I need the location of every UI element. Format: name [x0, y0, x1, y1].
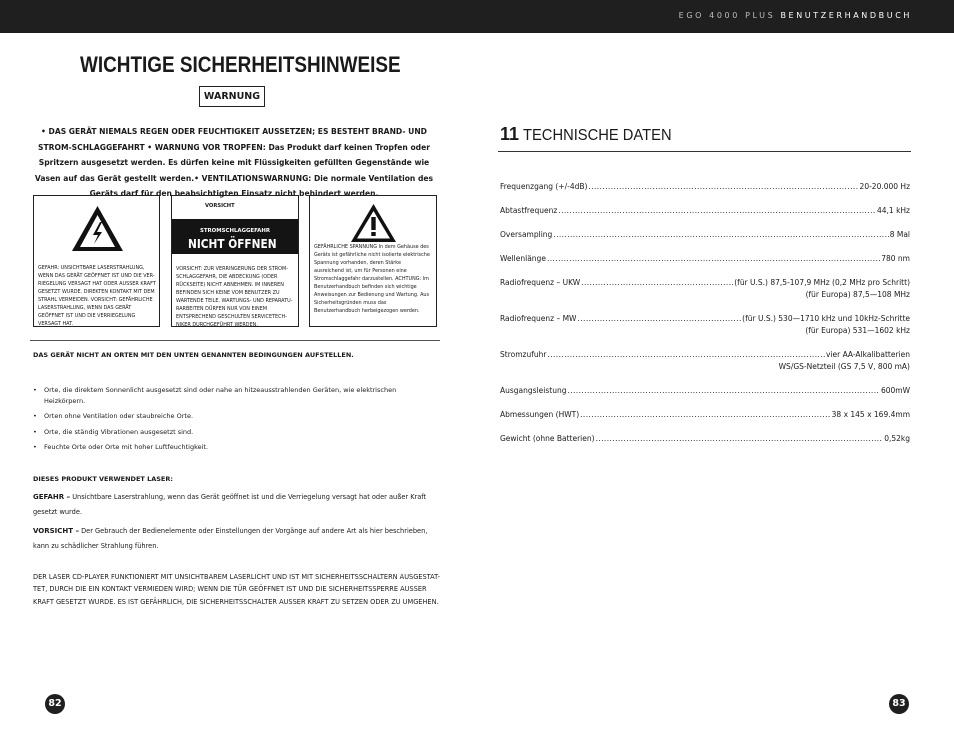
spec-row	[500, 182, 910, 193]
caution-label: VORSICHT –	[33, 527, 79, 535]
dot-leader	[580, 410, 831, 420]
dot-leader	[577, 314, 741, 324]
dot-leader	[558, 206, 876, 216]
spec-label: Abmessungen (HWT)	[500, 410, 580, 419]
spec-value: 44,1 kHz	[876, 206, 910, 215]
spec-label: Gewicht (ohne Batterien)	[500, 434, 595, 443]
caution-text: Der Gebrauch der Bedienelemente oder Einstellungen der Vorgänge auf andere Art als hier beschrieben, kann zu schädlicher Strahlung führen.	[33, 527, 428, 550]
danger-paragraph	[33, 490, 433, 520]
dot-leader	[581, 278, 733, 288]
section-title: TECHNISCHE DATEN	[523, 127, 672, 144]
spec-value: (für U.S.) 530—1710 kHz und 10kHz-Schritte	[742, 314, 910, 323]
spec-value: 8 Mal	[889, 230, 910, 239]
spec-value: 0,52kg	[884, 434, 910, 443]
spec-value: 780 nm	[881, 254, 910, 263]
danger-label: GEFAHR –	[33, 493, 71, 501]
laser-warning-text: GEFAHR: UNSICHTBARE LASERSTRAHLUNG, WENN DAS GERÄT GEÖFFNET IST UND DIE VER-RIEGELUNG VERSAGT HAT ODER AUSSER KRAFT GESETZT WURDE. DIREKTEN KONTAKT MIT DEM STRAHL VERMEIDEN. VORSICHT: GEFÄHRLICHE LASERSTRAHLUNG, WENN DAS GERÄT GEÖFFNET IST UND DIE VERRIEGELUNG VERSAGT HAT.	[38, 265, 156, 327]
header-title	[679, 11, 912, 20]
section-heading	[500, 124, 685, 145]
spec-label: Radiofrequenz – MW	[500, 314, 577, 323]
spec-row	[500, 206, 910, 217]
list-item: • Orte, die direktem Sonnenlicht ausgesetzt sind oder nahe an hitzeausstrahlenden Geräten, wie elektrischen Heizkörpern.	[33, 385, 433, 407]
header-product: EGO 4000 PLUS	[678, 11, 776, 20]
section-rule	[498, 151, 911, 152]
dot-leader	[588, 182, 858, 192]
list-item: • Orte, die ständig Vibrationen ausgesetzt sind.	[33, 427, 433, 438]
spec-label: Stromzufuhr	[500, 350, 547, 359]
safety-intro: • DAS GERÄT NIEMALS REGEN ODER FEUCHTIGKEIT AUSSETZEN; ES BESTEHT BRAND- UND STROM-SCHLAGGEFAHRT • WARNUNG VOR TROPFEN: Das Produkt darf keinen Tropfen oder Spritzern ausgesetzt werden. Es dürfen keine mit Flüssigkeiten gefüllten Gegenstände wie Vasen auf das Gerät gestellt werden.• VENTILATIONSWARNUNG: Die normale Ventilation des Geräts darf für den beabsichtigten Einsatz nicht behindert werden.	[34, 127, 434, 199]
spec-row	[500, 434, 910, 445]
header-manual-title: BENUTZERHANDBUCH	[780, 11, 912, 20]
spec-value: 38 x 145 x 169.4mm	[831, 410, 910, 419]
spec-label: Wellenlänge	[500, 254, 546, 263]
spec-row	[500, 230, 910, 241]
list-item: • Orten ohne Ventilation oder staubreiche Orte.	[33, 411, 433, 422]
caution-paragraph	[33, 524, 433, 554]
spec-label: Ausgangsleistung	[500, 386, 567, 395]
laser-note: DER LASER CD-PLAYER FUNKTIONIERT MIT UNSICHTBAREM LASERLICHT UND IST MIT SICHERHEITSSCHALTERN AUSGESTAT-TET, DURCH DIE EIN KONTAKT VERMIEDEN WIRD; WENN DIE TÜR GEÖFFNET IST UND DIE SICHERHEITSSPERRE AUSSER KRAFT GESETZT WURDE. ES IST GEFÄHRLICH, DIE SICHERHEITSSCHALTER AUSSER KRAFT ZU SETZEN ODER ZU UMGEHEN.	[33, 573, 440, 606]
spec-value: (für U.S.) 87,5-107,9 MHz (0,2 MHz pro Schritt)	[734, 278, 910, 287]
header-bar	[0, 0, 954, 33]
warning-label: WARNUNG	[199, 86, 265, 107]
caution-heading: VORSICHT	[205, 203, 235, 209]
dot-leader	[553, 230, 888, 240]
lightning-warning-icon	[71, 205, 124, 252]
shock-caution-text: VORSICHT: ZUR VERRINGERUNG DER STROM-SCHLAGGEFAHR, DIE ABDECKUNG (ODER RÜCKSEITE) NICHT ABNEHMEN. IM INNEREN BEFINDEN SICH KEINE VOM BENUTZER ZU WARTENDE TEILE. WARTUNGS- UND REPARATU-RARBEITEN DÜRFEN NUR VON EINEM ENTSPRECHEND GESCHULTEN SERVICETECH-NIKER DURCHGEFÜHRT WERDEN.	[176, 266, 293, 328]
page-title: WICHTIGE SICHERHEITSHINWEISE	[80, 52, 401, 77]
spec-value: vier AA-Alkalibatterien	[825, 350, 910, 359]
spec-row	[500, 278, 910, 299]
dot-leader	[596, 434, 884, 444]
dot-leader	[567, 386, 879, 396]
spec-value-secondary: (für Europa) 531—1602 kHz	[805, 326, 910, 335]
list-item: • Feuchte Orte oder Orte mit hoher Luftfeuchtigkeit.	[33, 442, 433, 453]
spec-value: 20-20.000 Hz	[859, 182, 910, 191]
spec-row	[500, 350, 910, 371]
do-not-open-panel	[172, 219, 298, 254]
page-number-right: 83	[889, 694, 909, 714]
spec-label: Oversampling	[500, 230, 553, 239]
spec-row	[500, 386, 910, 397]
spec-value: 600mW	[880, 386, 910, 395]
exclamation-warning-icon	[350, 203, 397, 243]
laser-warning-box	[33, 195, 160, 327]
do-not-open-label: NICHT ÖFFNEN	[188, 237, 277, 251]
spec-label: Abtastfrequenz	[500, 206, 558, 215]
page-number-left: 82	[45, 694, 65, 714]
shock-hazard-label: STROMSCHLAGGEFAHR	[199, 228, 271, 234]
conditions-heading: DAS GERÄT NICHT AN ORTEN MIT DEN UNTEN GENANNTEN BEDINGUNGEN AUFSTELLEN.	[33, 351, 354, 359]
danger-text: Unsichtbare Laserstrahlung, wenn das Gerät geöffnet ist und die Verriegelung versagt hat oder außer Kraft gesetzt wurde.	[33, 493, 427, 516]
spec-value-secondary: (für Europa) 87,5—108 MHz	[805, 290, 910, 299]
section-number: 11	[500, 124, 520, 144]
spec-label: Frequenzgang (+/-4dB)	[500, 182, 588, 191]
dot-leader	[547, 254, 880, 264]
dot-leader	[547, 350, 825, 360]
spec-row	[500, 314, 910, 335]
section-divider	[30, 340, 440, 341]
voltage-warning-text: GEFÄHRLICHE SPANNUNG In dem Gehäuse des Geräts ist gefährliche nicht isolierte elektrische Spannung vorhanden, deren Stärke ausreichend ist, um für Personen eine Stromschlaggefahr darzustellen. ACHTUNG: Im Benutzerhandbuch befinden sich wichtige Anweisungen zur Bedienung und Wartung. Aus Sicherheitsgründen muss das Benutzerhandbuch herbeigezogen werden.	[314, 244, 430, 314]
laser-heading: DIESES PRODUKT VERWENDET LASER:	[33, 475, 173, 483]
spec-value-secondary: WS/GS-Netzteil (GS 7,5 V, 800 mA)	[778, 362, 910, 371]
shock-caution-box	[171, 195, 299, 327]
spec-row	[500, 410, 910, 421]
voltage-warning-box	[309, 195, 437, 327]
spec-label: Radiofrequenz – UKW	[500, 278, 581, 287]
spec-row	[500, 254, 910, 265]
